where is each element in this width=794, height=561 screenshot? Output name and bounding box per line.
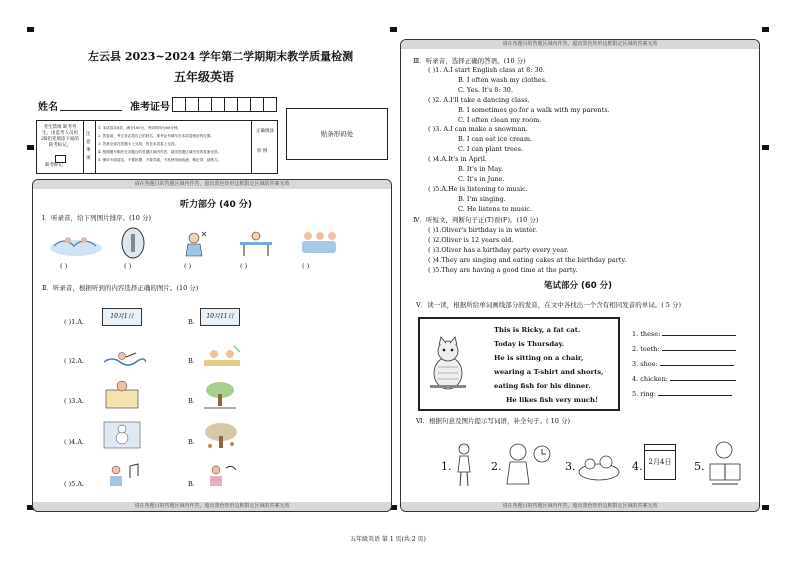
phonics-word[interactable] — [632, 357, 736, 372]
singing-picture — [200, 460, 244, 490]
absent-mark-label: 缺考标记 — [45, 163, 63, 168]
registration-mark — [27, 145, 34, 150]
section4-title: Ⅳ．听短文，判断句子正(T)误(F)。(10 分) — [413, 216, 539, 224]
registration-mark — [762, 505, 769, 510]
section1-blank[interactable]: ( ) — [302, 262, 310, 270]
section3-questions — [428, 66, 610, 215]
phonics-word-label: 1. these: — [632, 330, 661, 338]
section2-option-b: B. — [188, 318, 195, 326]
notice-items — [98, 124, 248, 164]
section2-item-number[interactable]: ( )4.A. — [64, 438, 85, 446]
notice-table — [36, 120, 278, 174]
option-c: C. I can plant trees. — [458, 145, 524, 154]
true-false-item[interactable]: ( )5.They are having a good time at the party. — [428, 266, 578, 274]
section2-option-b: B. — [188, 397, 195, 405]
phonics-word-label: 3. shoe: — [632, 360, 658, 368]
answer-area-notice: 请在各题目的答题区域内作答，超出黑色矩形边框限定区域的答案无效 — [401, 502, 759, 511]
phonics-word-label: 4. chicken: — [632, 375, 668, 383]
calendar-picture-b — [200, 308, 240, 326]
phonics-word-list — [632, 327, 736, 402]
option-b: B. I sometimes go for a walk with my parents. — [458, 105, 610, 114]
cat-picture — [424, 333, 472, 395]
girl-and-clock-picture — [504, 440, 552, 492]
section1-blank[interactable]: ( ) — [240, 262, 248, 270]
section1-picture-1 — [48, 228, 104, 258]
phonics-word[interactable] — [632, 372, 736, 387]
notice-item: 4. 按照题号顺序在各题目的答题区域内作答，超出答题区域书写的答案无效。 — [98, 150, 222, 154]
registration-mark — [762, 145, 769, 150]
question-lead[interactable]: ( )4.A.It's in April. — [428, 155, 487, 164]
reading-picture — [102, 378, 142, 410]
section2-title: Ⅱ．听录音，根据听到的内容选择正确的图片。(10 分) — [42, 284, 199, 292]
section3-title: Ⅲ．听录音，选择正确的答语。(10 分) — [413, 57, 526, 65]
section2-item-number[interactable]: ( )1.A. — [64, 318, 85, 326]
barcode-label: 贴条形码处 — [320, 130, 354, 138]
passage-line: He is sitting on a chair, — [494, 354, 584, 362]
food-picture — [576, 446, 622, 486]
section1-blank[interactable]: ( ) — [124, 262, 132, 270]
section1-picture-2 — [120, 226, 146, 260]
music-picture — [102, 460, 146, 490]
phonics-word-label: 2. teeth: — [632, 345, 660, 353]
section2-option-b: B. — [188, 480, 195, 488]
exam-title: 左云县 2023~2024 学年第二学期期末教学质量检测 — [88, 50, 354, 63]
passage-lines — [494, 323, 603, 407]
picture-label: 5. — [694, 460, 705, 473]
barcode-area — [286, 108, 388, 160]
option-c: C. It's in June. — [458, 174, 505, 183]
tree-planting-picture — [200, 380, 240, 410]
exam-subtitle: 五年级英语 — [174, 70, 235, 84]
option-c: C. Yes. It's 8: 30. — [458, 85, 514, 94]
question-lead[interactable]: ( )2. A.I'll take a dancing class. — [428, 95, 530, 104]
thin-girl-picture — [454, 442, 474, 488]
answer-area-notice: 请在各题目的答题区域内作答，超出黑色矩形边框限定区域的答案无效 — [401, 40, 759, 49]
passage-line: eating fish for his dinner. — [494, 382, 591, 390]
phonics-word[interactable] — [632, 387, 736, 402]
notice-side-label: 注意事项 — [86, 132, 91, 161]
picture-label: 2. — [491, 460, 502, 473]
phonics-word[interactable] — [632, 342, 736, 357]
listening-header: 听力部分 (40 分) — [180, 200, 253, 210]
option-b: B. I can eat ice cream. — [458, 135, 533, 144]
reading-passage-box — [418, 317, 620, 411]
question-lead[interactable]: ( )1. A.I start English class at 8: 30. — [428, 66, 545, 74]
section2-item-number[interactable]: ( )2.A. — [64, 357, 85, 365]
section1-blank[interactable]: ( ) — [60, 262, 68, 270]
question-lead[interactable]: ( )5.A.He is listening to music. — [428, 184, 528, 193]
calendar-picture — [644, 444, 676, 480]
absent-mark-box[interactable] — [55, 155, 66, 163]
registration-mark — [390, 27, 397, 32]
section2-item-number[interactable]: ( )3.A. — [64, 397, 85, 405]
section1-picture-4 — [236, 230, 276, 258]
section1-blank[interactable]: ( ) — [184, 262, 192, 270]
option-b: B. It's in May. — [458, 165, 504, 174]
option-b: B. I'm singing. — [458, 194, 506, 203]
absent-notice: 考生禁填 缺考考生，由监考人员用2B铅笔填涂下面的缺考标记。 — [41, 125, 79, 148]
section2-option-b: B. — [188, 438, 195, 446]
true-false-item[interactable]: ( )2.Oliver is 12 years old. — [428, 236, 514, 244]
notice-item: 3. 答案全部在答题卡上完成，答在本试卷上无效。 — [98, 142, 179, 146]
phonics-word-label: 5. ring: — [632, 390, 656, 398]
passage-line: He likes fish very much! — [506, 396, 598, 404]
leaves-picture — [200, 420, 242, 450]
swimming-picture — [102, 344, 146, 370]
passage-line: wearing a T-shirt and shorts, — [494, 368, 604, 376]
answer-area-notice: 请在各题目的答题区域内作答，超出黑色矩形边框限定区域的答案无效 — [33, 502, 391, 511]
option-c: C. He listens to music. — [458, 204, 533, 213]
calendar-picture-a — [102, 308, 142, 326]
fill-example-label: 正确填涂 — [256, 129, 274, 134]
answer-area-notice: 请在各题目的答题区域内作答，超出黑色矩形边框限定区域的答案无效 — [33, 180, 391, 189]
fill-example-sample: 样 例 — [257, 149, 268, 154]
notice-item: 1. 本试卷共8页，满分100分，考试时间为60分钟。 — [98, 126, 181, 130]
section2-item-number[interactable]: ( )5.A. — [64, 480, 85, 488]
option-c: C. I often clean my room. — [458, 115, 542, 124]
calendar-date: 2月4日 — [648, 458, 672, 466]
calendar-a-text: 10月1日 — [110, 313, 134, 320]
picture-label: 1. — [441, 460, 452, 473]
registration-mark — [762, 27, 769, 32]
true-false-item[interactable]: ( )1.Oliver's birthday is in winter. — [428, 226, 538, 234]
picture-label: 4. — [632, 460, 643, 473]
notice-item: 2. 答卷前，考生务必将自己的姓名、准考证号填写在本试卷相应的位置。 — [98, 134, 214, 138]
question-lead[interactable]: ( )3. A.I can make a snowman. — [428, 125, 528, 134]
phonics-word[interactable] — [632, 327, 736, 342]
section1-picture-5 — [296, 228, 340, 258]
passage-line: Today is Thursday. — [494, 340, 565, 348]
page-footer: 五年级英语 第 1 页(共 2 页) — [350, 536, 426, 543]
true-false-item[interactable]: ( )4.They are singing and eating cakes at the birthday party. — [428, 256, 627, 264]
name-field[interactable] — [60, 110, 122, 111]
section5-title: Ⅴ．读一读，根据所给单词画线部分的发音，在文中各找出一个含有相同发音的单词。( 5 分) — [416, 301, 682, 309]
section1-picture-3 — [180, 228, 212, 258]
section6-title: Ⅵ．根据句意及图片提示写词语，补全句子。( 10 分) — [416, 417, 571, 425]
boy-reading-picture — [706, 440, 744, 490]
section2-option-b: B. — [188, 357, 195, 365]
notice-item: 5. 保持卡面清洁，不要折叠、不要弄破，不准使用涂改液、修正带、刮纸刀。 — [98, 158, 222, 162]
section4-items — [428, 225, 626, 275]
option-b: B. I often wash my clothes. — [458, 75, 548, 84]
section1-title: Ⅰ．听录音，给下列图片排序。(10 分) — [42, 214, 151, 222]
passage-line: This is Ricky, a fat cat. — [494, 326, 581, 334]
writing-header: 笔试部分 (60 分) — [544, 281, 613, 291]
calendar-b-text: 10月11日 — [206, 313, 234, 320]
snow-picture — [102, 420, 142, 450]
picture-label: 3. — [565, 460, 576, 473]
exam-number-boxes[interactable] — [172, 97, 276, 111]
picnic-picture — [200, 344, 244, 370]
exam-number-label: 准考证号 — [130, 102, 170, 113]
registration-mark — [27, 27, 34, 32]
name-label: 姓名 — [38, 102, 58, 113]
true-false-item[interactable]: ( )3.Oliver has a birthday party every year. — [428, 246, 569, 254]
